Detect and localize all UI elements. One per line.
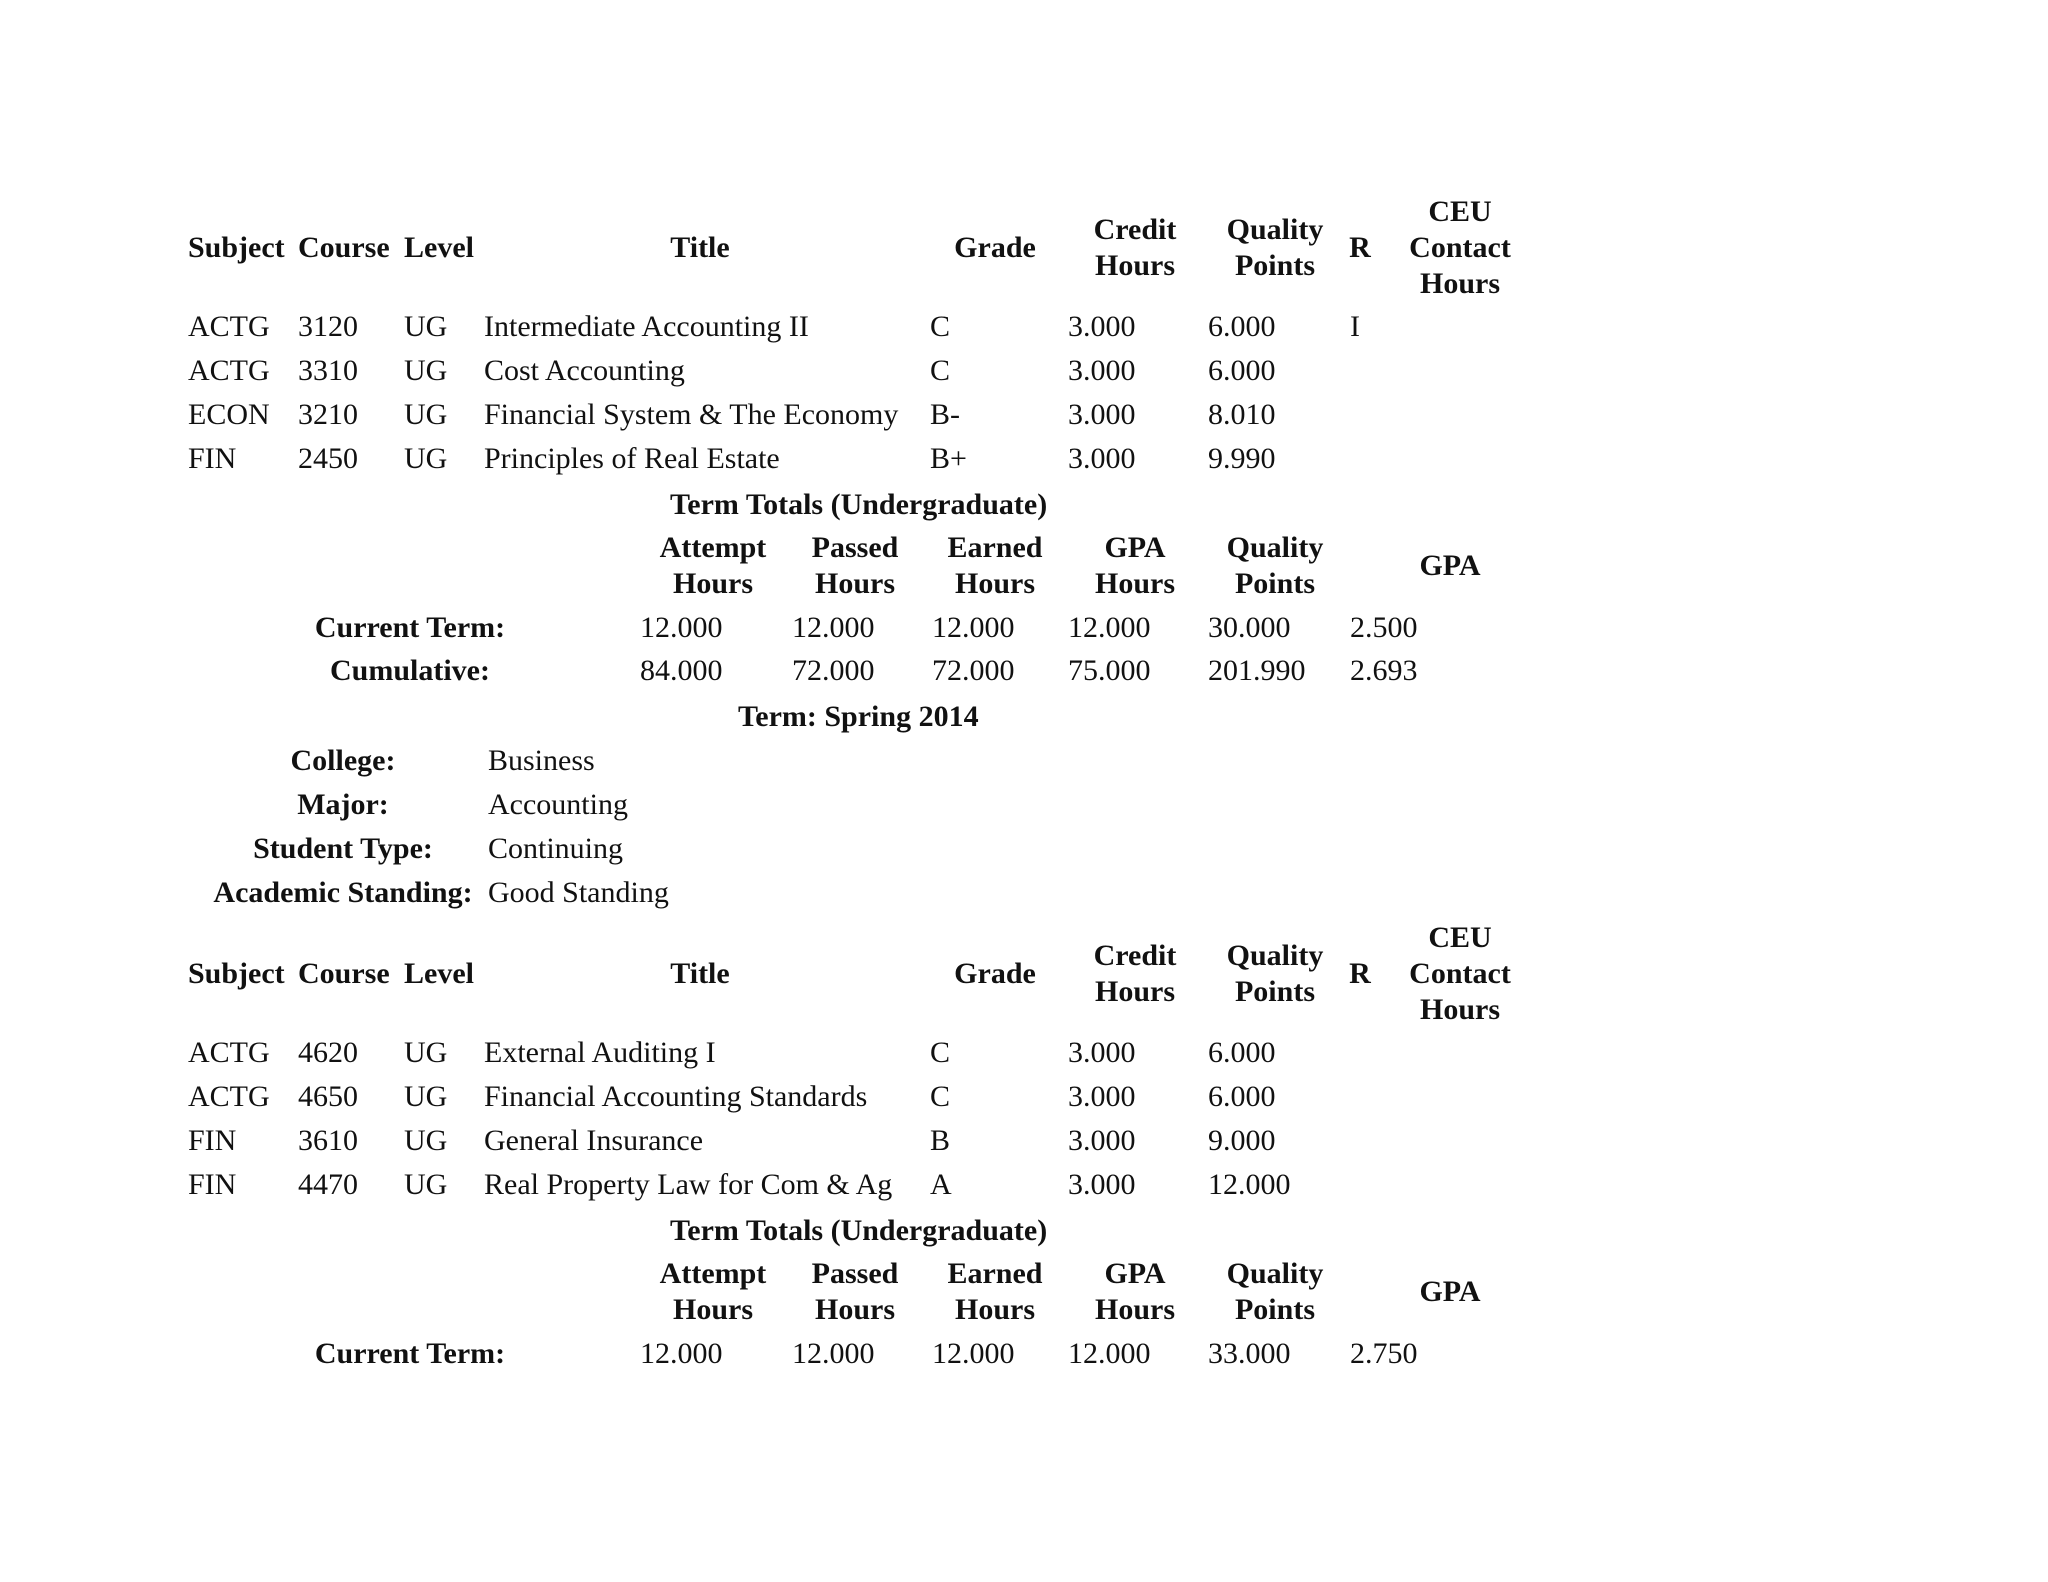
header-credit-hours: Credit Hours bbox=[1093, 939, 1177, 1008]
header-gpa: GPA bbox=[1419, 549, 1481, 582]
cell-grade: B bbox=[930, 1124, 951, 1157]
cell-level: UG bbox=[404, 1124, 448, 1157]
header-ceu-contact-hours: CEU Contact Hours bbox=[1409, 921, 1511, 1026]
header-earned-hours: Earned Hours bbox=[947, 1257, 1043, 1326]
header-gpa-hours: GPA Hours bbox=[1094, 531, 1175, 600]
cell-passed: 12.000 bbox=[792, 611, 875, 644]
cell-title: Financial System & The Economy bbox=[484, 398, 899, 431]
cell-subject: ACTG bbox=[188, 310, 270, 343]
totals-label: Cumulative: bbox=[330, 654, 490, 687]
cell-grade: A bbox=[930, 1168, 952, 1201]
cell-title: General Insurance bbox=[484, 1124, 704, 1157]
cell-level: UG bbox=[404, 1036, 448, 1069]
cell-quality: 6.000 bbox=[1208, 354, 1276, 387]
term-totals-title: Term Totals (Undergraduate) bbox=[670, 1214, 1048, 1247]
cell-level: UG bbox=[404, 310, 448, 343]
header-quality-points: Quality Points bbox=[1226, 531, 1324, 600]
cell-gpa-hours: 75.000 bbox=[1068, 654, 1151, 687]
header-attempt-hours: Attempt Hours bbox=[659, 1257, 767, 1326]
cell-quality: 30.000 bbox=[1208, 611, 1291, 644]
header-quality-points: Quality Points bbox=[1226, 939, 1324, 1008]
cell-subject: FIN bbox=[188, 442, 237, 475]
header-subject: Subject bbox=[188, 231, 285, 264]
cell-gpa: 2.500 bbox=[1350, 611, 1418, 644]
cell-quality: 6.000 bbox=[1208, 1080, 1276, 1113]
cell-course: 4650 bbox=[298, 1080, 358, 1113]
cell-quality: 6.000 bbox=[1208, 1036, 1276, 1069]
cell-title: Principles of Real Estate bbox=[484, 442, 780, 475]
cell-earned: 72.000 bbox=[932, 654, 1015, 687]
cell-course: 2450 bbox=[298, 442, 358, 475]
header-grade: Grade bbox=[954, 231, 1036, 264]
cell-credit: 3.000 bbox=[1068, 1080, 1136, 1113]
cell-credit: 3.000 bbox=[1068, 354, 1136, 387]
header-course: Course bbox=[298, 957, 390, 990]
cell-grade: B- bbox=[930, 398, 960, 431]
cell-grade: C bbox=[930, 1080, 951, 1113]
header-gpa-hours: GPA Hours bbox=[1094, 1257, 1175, 1326]
header-title: Title bbox=[670, 957, 730, 990]
info-value-major: Accounting bbox=[488, 788, 628, 821]
header-quality-points: Quality Points bbox=[1226, 213, 1324, 282]
cell-earned: 12.000 bbox=[932, 611, 1015, 644]
header-earned-hours: Earned Hours bbox=[947, 531, 1043, 600]
cell-quality: 12.000 bbox=[1208, 1168, 1291, 1201]
cell-subject: ACTG bbox=[188, 1080, 270, 1113]
header-r: R bbox=[1349, 957, 1371, 990]
totals-label: Current Term: bbox=[314, 611, 506, 644]
cell-attempt: 84.000 bbox=[640, 654, 723, 687]
cell-level: UG bbox=[404, 1168, 448, 1201]
cell-credit: 3.000 bbox=[1068, 1124, 1136, 1157]
cell-passed: 72.000 bbox=[792, 654, 875, 687]
cell-gpa-hours: 12.000 bbox=[1068, 611, 1151, 644]
cell-quality: 201.990 bbox=[1208, 654, 1306, 687]
cell-quality: 6.000 bbox=[1208, 310, 1276, 343]
term-totals-title: Term Totals (Undergraduate) bbox=[670, 488, 1048, 521]
cell-course: 4470 bbox=[298, 1168, 358, 1201]
cell-earned: 12.000 bbox=[932, 1337, 1015, 1370]
header-title: Title bbox=[670, 231, 730, 264]
cell-credit: 3.000 bbox=[1068, 310, 1136, 343]
cell-grade: C bbox=[930, 310, 951, 343]
cell-credit: 3.000 bbox=[1068, 1036, 1136, 1069]
cell-title: Cost Accounting bbox=[484, 354, 685, 387]
cell-title: External Auditing I bbox=[484, 1036, 716, 1069]
header-credit-hours: Credit Hours bbox=[1093, 213, 1177, 282]
header-passed-hours: Passed Hours bbox=[811, 531, 899, 600]
cell-credit: 3.000 bbox=[1068, 398, 1136, 431]
cell-quality: 9.000 bbox=[1208, 1124, 1276, 1157]
cell-quality: 33.000 bbox=[1208, 1337, 1291, 1370]
cell-subject: FIN bbox=[188, 1168, 237, 1201]
cell-subject: ACTG bbox=[188, 1036, 270, 1069]
cell-course: 3310 bbox=[298, 354, 358, 387]
header-level: Level bbox=[404, 231, 474, 264]
cell-course: 3210 bbox=[298, 398, 358, 431]
info-value-student-type: Continuing bbox=[488, 832, 624, 865]
totals-label: Current Term: bbox=[314, 1337, 506, 1370]
cell-level: UG bbox=[404, 398, 448, 431]
cell-grade: C bbox=[930, 354, 951, 387]
cell-r: I bbox=[1350, 310, 1360, 343]
cell-title: Intermediate Accounting II bbox=[484, 310, 809, 343]
cell-title: Financial Accounting Standards bbox=[484, 1080, 868, 1113]
cell-quality: 9.990 bbox=[1208, 442, 1276, 475]
info-label-college: College: bbox=[290, 744, 396, 777]
cell-subject: FIN bbox=[188, 1124, 237, 1157]
cell-gpa-hours: 12.000 bbox=[1068, 1337, 1151, 1370]
cell-course: 4620 bbox=[298, 1036, 358, 1069]
header-ceu-contact-hours: CEU Contact Hours bbox=[1409, 195, 1511, 300]
cell-subject: ECON bbox=[188, 398, 270, 431]
cell-level: UG bbox=[404, 442, 448, 475]
cell-gpa: 2.750 bbox=[1350, 1337, 1418, 1370]
cell-course: 3120 bbox=[298, 310, 358, 343]
cell-subject: ACTG bbox=[188, 354, 270, 387]
cell-level: UG bbox=[404, 354, 448, 387]
header-subject: Subject bbox=[188, 957, 285, 990]
info-value-college: Business bbox=[488, 744, 595, 777]
cell-level: UG bbox=[404, 1080, 448, 1113]
header-attempt-hours: Attempt Hours bbox=[659, 531, 767, 600]
header-quality-points: Quality Points bbox=[1226, 1257, 1324, 1326]
header-gpa: GPA bbox=[1419, 1275, 1481, 1308]
cell-grade: B+ bbox=[930, 442, 967, 475]
info-label-student-type: Student Type: bbox=[253, 832, 433, 865]
cell-title: Real Property Law for Com & Ag bbox=[484, 1168, 893, 1201]
info-value-academic-standing: Good Standing bbox=[488, 876, 669, 909]
cell-grade: C bbox=[930, 1036, 951, 1069]
cell-credit: 3.000 bbox=[1068, 442, 1136, 475]
info-label-major: Major: bbox=[297, 788, 389, 821]
header-course: Course bbox=[298, 231, 390, 264]
cell-attempt: 12.000 bbox=[640, 611, 723, 644]
info-label-academic-standing: Academic Standing: bbox=[213, 876, 473, 909]
header-level: Level bbox=[404, 957, 474, 990]
header-r: R bbox=[1349, 231, 1371, 264]
cell-passed: 12.000 bbox=[792, 1337, 875, 1370]
header-grade: Grade bbox=[954, 957, 1036, 990]
cell-credit: 3.000 bbox=[1068, 1168, 1136, 1201]
cell-attempt: 12.000 bbox=[640, 1337, 723, 1370]
cell-course: 3610 bbox=[298, 1124, 358, 1157]
cell-quality: 8.010 bbox=[1208, 398, 1276, 431]
cell-gpa: 2.693 bbox=[1350, 654, 1418, 687]
header-passed-hours: Passed Hours bbox=[811, 1257, 899, 1326]
term-heading: Term: Spring 2014 bbox=[738, 700, 979, 733]
